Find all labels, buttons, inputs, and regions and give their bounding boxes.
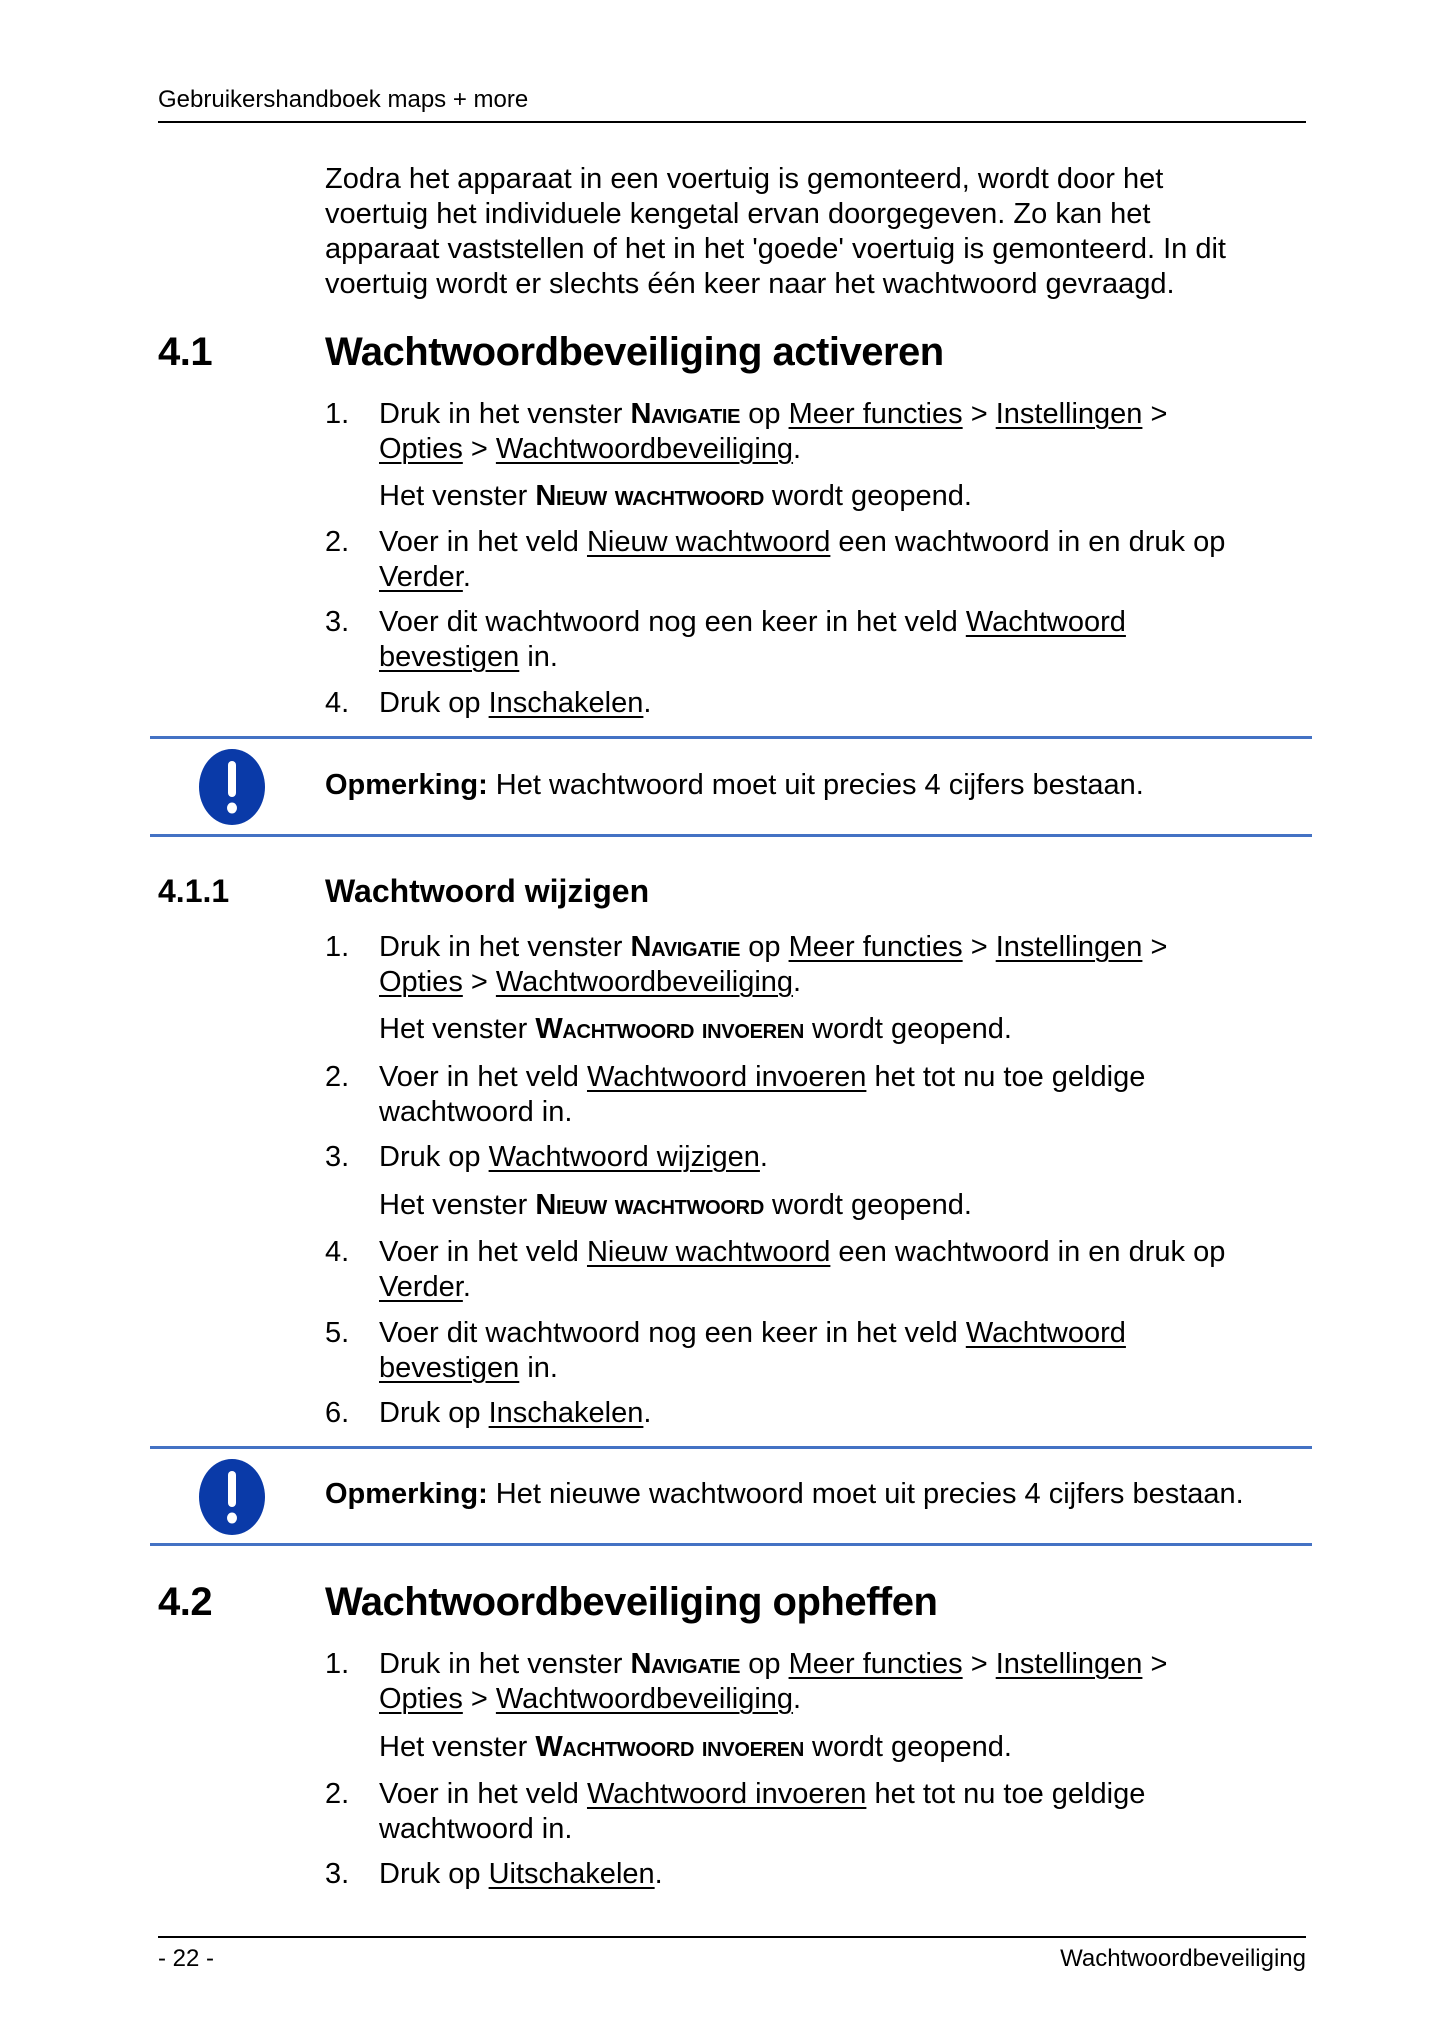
field-link-wachtwoord-bevestigen[interactable]: bevestigen (379, 641, 520, 673)
step-text: Het venster (379, 480, 536, 512)
step-text: het tot nu toe geldige (866, 1778, 1146, 1810)
menu-link-opties[interactable]: Opties (379, 433, 463, 465)
menu-link-instellingen[interactable]: Instellingen (995, 398, 1143, 430)
punctuation: . (759, 1141, 768, 1173)
note-body: Het nieuwe wachtwoord moet uit precies 4 cijfers bestaan. (487, 1478, 1244, 1510)
step-text: het tot nu toe geldige (866, 1061, 1146, 1093)
punctuation: . (793, 1683, 802, 1715)
step-text: Druk in het venster (379, 1648, 631, 1680)
running-header: Gebruikershandboek maps + more (158, 86, 529, 113)
note-top-rule (150, 1446, 1312, 1449)
step-text: op (740, 931, 789, 963)
step-item (325, 1235, 1305, 1305)
step-number: 2. (325, 1061, 350, 1093)
step-text: Het venster (379, 1731, 536, 1763)
step-result (379, 1730, 1012, 1765)
separator: > (1142, 1648, 1168, 1680)
punctuation: . (643, 1397, 652, 1429)
step-number: 5. (325, 1317, 350, 1349)
menu-link-wachtwoordbeveiliging[interactable]: Wachtwoordbeveiliging (495, 1683, 794, 1715)
button-link-inschakelen[interactable]: Inschakelen (488, 1397, 644, 1429)
note-label: Opmerking: (325, 769, 488, 801)
step-number: 2. (325, 526, 350, 558)
intro-line: voertuig het individuele kengetal ervan doorgegeven. Zo kan het (325, 198, 1151, 230)
button-link-inschakelen[interactable]: Inschakelen (488, 687, 644, 719)
step-item (325, 1060, 1305, 1130)
step-text: in. (519, 641, 558, 673)
step-text: wachtwoord in. (379, 1096, 573, 1128)
section-number: 4.1 (158, 330, 213, 374)
step-number: 6. (325, 1397, 350, 1429)
step-text: wordt geopend. (763, 1189, 972, 1221)
step-text: Druk op (379, 687, 489, 719)
button-link-uitschakelen[interactable]: Uitschakelen (488, 1858, 655, 1890)
step-text: Voer dit wachtwoord nog een keer in het veld (379, 606, 966, 638)
window-name: Nieuw wachtwoord (535, 480, 764, 512)
field-link-wachtwoord-bevestigen[interactable]: Wachtwoord (965, 606, 1126, 638)
separator: > (462, 433, 496, 465)
step-text: wachtwoord in. (379, 1813, 573, 1845)
step-text: Druk in het venster (379, 931, 631, 963)
step-text: Voer in het veld (379, 1778, 587, 1810)
step-item (325, 686, 1305, 721)
step-number: 2. (325, 1778, 350, 1810)
punctuation: . (462, 1271, 471, 1303)
step-text: wordt geopend. (803, 1013, 1012, 1045)
step-item (325, 525, 1305, 595)
step-item (325, 930, 1305, 1000)
field-link-wachtwoord-bevestigen[interactable]: bevestigen (379, 1352, 520, 1384)
step-item (325, 1140, 1305, 1175)
section-number: 4.2 (158, 1580, 213, 1624)
note-text (325, 1478, 1244, 1511)
step-text: wordt geopend. (803, 1731, 1012, 1763)
menu-link-meer-functies[interactable]: Meer functies (788, 1648, 963, 1680)
window-name: Wachtwoord invoeren (535, 1731, 804, 1763)
menu-link-meer-functies[interactable]: Meer functies (788, 398, 963, 430)
field-link-nieuw-wachtwoord[interactable]: Nieuw wachtwoord (586, 1236, 831, 1268)
footer-chapter-title: Wachtwoordbeveiliging (1060, 1945, 1306, 1972)
menu-link-instellingen[interactable]: Instellingen (995, 1648, 1143, 1680)
separator: > (1142, 398, 1168, 430)
step-number: 1. (325, 398, 350, 430)
step-text: Druk op (379, 1858, 489, 1890)
step-result (379, 1188, 972, 1223)
step-item (325, 1857, 1305, 1892)
step-text: op (740, 1648, 789, 1680)
step-text: een wachtwoord in en druk op (830, 526, 1226, 558)
step-item (325, 1316, 1305, 1386)
section-title: Wachtwoordbeveiliging opheffen (325, 1580, 938, 1624)
step-item (325, 397, 1305, 467)
step-number: 3. (325, 1141, 350, 1173)
note-bottom-rule (150, 834, 1312, 837)
step-item (325, 1777, 1305, 1847)
step-text: in. (519, 1352, 558, 1384)
separator: > (962, 398, 996, 430)
page-number: - 22 - (158, 1945, 215, 1972)
separator: > (962, 931, 996, 963)
step-result (379, 1012, 1012, 1047)
window-name: Navigatie (630, 398, 741, 430)
step-text: Druk in het venster (379, 398, 631, 430)
step-number: 3. (325, 1858, 350, 1890)
punctuation: . (654, 1858, 663, 1890)
step-number: 4. (325, 1236, 350, 1268)
step-text: wordt geopend. (763, 480, 972, 512)
field-link-wachtwoord-invoeren[interactable]: Wachtwoord invoeren (586, 1061, 867, 1093)
step-text: op (740, 398, 789, 430)
step-text: Voer dit wachtwoord nog een keer in het veld (379, 1317, 966, 1349)
step-number: 3. (325, 606, 350, 638)
footer-rule (158, 1936, 1306, 1938)
menu-link-opties[interactable]: Opties (379, 1683, 463, 1715)
exclamation-note-icon (197, 747, 267, 827)
step-number: 4. (325, 687, 350, 719)
step-text: Voer in het veld (379, 1061, 587, 1093)
step-item (325, 1396, 1305, 1431)
separator: > (962, 1648, 996, 1680)
step-text: Druk op (379, 1141, 489, 1173)
field-link-nieuw-wachtwoord[interactable]: Nieuw wachtwoord (586, 526, 831, 558)
separator: > (462, 966, 496, 998)
step-text: Het venster (379, 1013, 536, 1045)
note-bottom-rule (150, 1543, 1312, 1546)
window-name: Wachtwoord invoeren (535, 1013, 804, 1045)
punctuation: . (462, 561, 471, 593)
header-rule (158, 121, 1306, 123)
punctuation: . (643, 687, 652, 719)
punctuation: . (793, 433, 802, 465)
punctuation: . (793, 966, 802, 998)
step-item (325, 1647, 1305, 1717)
field-link-wachtwoord-invoeren[interactable]: Wachtwoord invoeren (586, 1778, 867, 1810)
menu-link-wachtwoordbeveiliging[interactable]: Wachtwoordbeveiliging (495, 433, 794, 465)
note-text (325, 769, 1144, 802)
step-item (325, 605, 1305, 675)
menu-link-opties[interactable]: Opties (379, 966, 463, 998)
step-result (379, 479, 972, 514)
separator: > (462, 1683, 496, 1715)
intro-line: apparaat vaststellen of het in het 'goede' voertuig is gemonteerd. In dit (325, 233, 1226, 265)
note-label: Opmerking: (325, 1478, 488, 1510)
button-link-verder[interactable]: Verder (379, 561, 463, 593)
step-number: 1. (325, 1648, 350, 1680)
step-text: Voer in het veld (379, 526, 587, 558)
intro-line: voertuig wordt er slechts één keer naar het wachtwoord gevraagd. (325, 268, 1175, 300)
menu-link-wachtwoordbeveiliging[interactable]: Wachtwoordbeveiliging (495, 966, 794, 998)
step-text: Voer in het veld (379, 1236, 587, 1268)
button-link-wachtwoord-wijzigen[interactable]: Wachtwoord wijzigen (488, 1141, 760, 1173)
subsection-number: 4.1.1 (158, 873, 230, 909)
menu-link-meer-functies[interactable]: Meer functies (788, 931, 963, 963)
field-link-wachtwoord-bevestigen[interactable]: Wachtwoord (965, 1317, 1126, 1349)
window-name: Nieuw wachtwoord (535, 1189, 764, 1221)
note-body: Het wachtwoord moet uit precies 4 cijfers bestaan. (487, 769, 1144, 801)
note-top-rule (150, 736, 1312, 739)
window-name: Navigatie (630, 931, 741, 963)
step-text: Druk op (379, 1397, 489, 1429)
exclamation-note-icon (197, 1457, 267, 1537)
step-text: een wachtwoord in en druk op (830, 1236, 1226, 1268)
subsection-title: Wachtwoord wijzigen (325, 873, 650, 909)
intro-paragraph (325, 162, 1305, 302)
step-number: 1. (325, 931, 350, 963)
intro-line: Zodra het apparaat in een voertuig is gemonteerd, wordt door het (325, 163, 1164, 195)
step-text: Het venster (379, 1189, 536, 1221)
menu-link-instellingen[interactable]: Instellingen (995, 931, 1143, 963)
window-name: Navigatie (630, 1648, 741, 1680)
button-link-verder[interactable]: Verder (379, 1271, 463, 1303)
separator: > (1142, 931, 1168, 963)
section-title: Wachtwoordbeveiliging activeren (325, 330, 944, 374)
